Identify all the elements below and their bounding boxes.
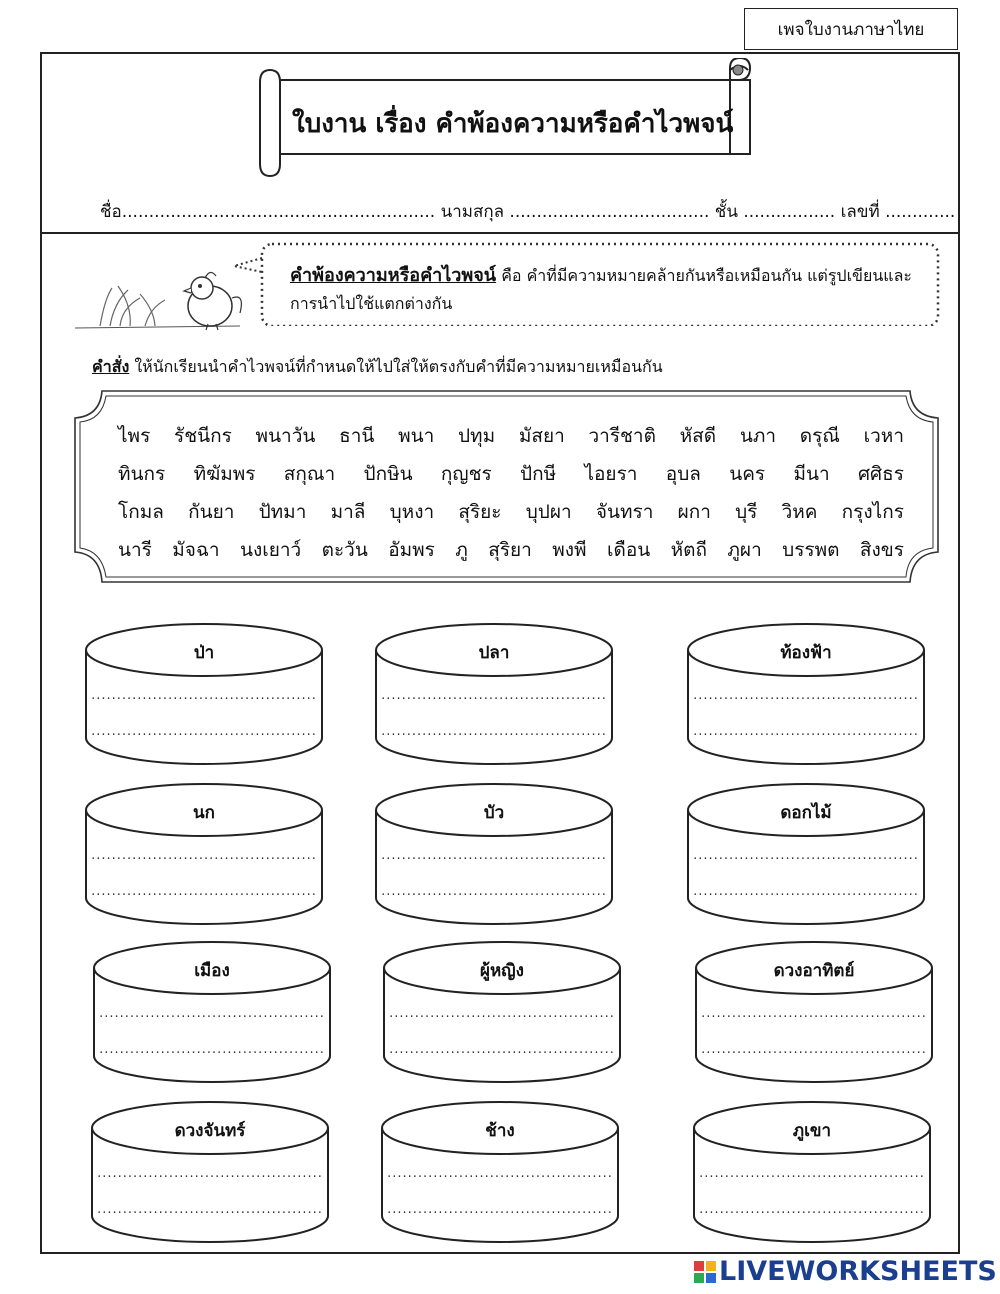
answer-blank[interactable]: ............................................ bbox=[91, 884, 317, 899]
answer-blank[interactable]: ............................................ bbox=[97, 1202, 323, 1217]
word-bank-word[interactable]: บุหงา bbox=[389, 501, 435, 523]
answer-blank[interactable]: ............................................ bbox=[387, 1202, 613, 1217]
word-bank-word[interactable]: ตะวัน bbox=[321, 539, 368, 561]
answer-blank[interactable]: ............................................ bbox=[381, 848, 607, 863]
word-bank-word[interactable]: อุบล bbox=[665, 463, 701, 485]
word-bank-word[interactable]: บุปผา bbox=[525, 501, 572, 523]
word-bank-word[interactable]: มัสยา bbox=[518, 425, 565, 447]
word-bank-word[interactable]: ศศิธร bbox=[857, 463, 904, 485]
definition-term: คำพ้องความหรือคำไวพจน์ bbox=[290, 265, 497, 286]
word-bank-word[interactable]: บุรี bbox=[735, 501, 758, 523]
word-bank-word[interactable]: เดือน bbox=[606, 539, 651, 561]
page-tag: เพจใบงานภาษาไทย bbox=[744, 8, 958, 50]
word-bank-word[interactable]: มีนา bbox=[793, 463, 830, 485]
instruction-label: คำสั่ง bbox=[92, 357, 130, 376]
word-bank-word[interactable]: สกุณา bbox=[283, 463, 336, 485]
category-label: บัว bbox=[483, 803, 505, 823]
answer-blank[interactable]: ............................................ bbox=[693, 884, 919, 899]
word-bank-word[interactable]: พนา bbox=[398, 425, 435, 447]
category-label: ผู้หญิง bbox=[480, 961, 524, 981]
answer-blank[interactable]: ............................................ bbox=[99, 1042, 325, 1057]
category-label: ภูเขา bbox=[792, 1121, 832, 1141]
word-bank-row bbox=[118, 535, 904, 565]
word-bank-word[interactable]: นภา bbox=[739, 425, 777, 447]
word-bank-word[interactable]: วารีชาติ bbox=[588, 425, 656, 447]
word-bank-word[interactable]: รัชนีกร bbox=[174, 425, 232, 447]
answer-blank[interactable]: ............................................ bbox=[99, 1006, 325, 1021]
student-info-fields[interactable]: ชื่อ.......................................................... นามสกุล ..................................... ชั้น ................. เลขที่ ............. bbox=[100, 202, 956, 222]
word-bank-word[interactable]: ธานี bbox=[339, 425, 375, 447]
answer-blank[interactable]: ............................................ bbox=[97, 1166, 323, 1181]
word-bank-word[interactable]: มัจฉา bbox=[172, 539, 220, 561]
word-bank-word[interactable]: สุริยะ bbox=[458, 501, 502, 523]
word-bank-word[interactable]: กุญชร bbox=[440, 463, 492, 485]
word-bank-word[interactable]: ปัทมา bbox=[258, 501, 307, 523]
word-bank-word[interactable]: อัมพร bbox=[388, 539, 435, 561]
answer-blank[interactable]: ............................................ bbox=[693, 688, 919, 703]
word-bank-word[interactable]: เวหา bbox=[863, 425, 904, 447]
answer-blank[interactable]: ............................................ bbox=[91, 724, 317, 739]
category-label: ดวงอาทิตย์ bbox=[773, 961, 855, 981]
answer-blank[interactable]: ............................................ bbox=[91, 688, 317, 703]
category-label: ช้าง bbox=[485, 1121, 515, 1141]
word-bank-word[interactable]: จันทรา bbox=[595, 501, 654, 523]
category-label: ท้องฟ้า bbox=[780, 643, 832, 663]
word-bank-word[interactable]: พงพี bbox=[552, 539, 587, 561]
speech-pointer-icon bbox=[232, 252, 264, 276]
word-bank-word[interactable]: ไอยรา bbox=[584, 463, 638, 485]
answer-blank[interactable]: ............................................ bbox=[389, 1006, 615, 1021]
category-label: นก bbox=[193, 803, 215, 823]
instruction-text: ให้นักเรียนนำคำไวพจน์ที่กำหนดให้ไปใส่ให้ตรงกับคำที่มีความหมายเหมือนกัน bbox=[129, 357, 663, 376]
word-bank-word[interactable]: พนาวัน bbox=[255, 425, 316, 447]
word-bank-word[interactable]: โกมล bbox=[118, 501, 164, 523]
liveworksheets-logo bbox=[694, 1256, 997, 1287]
answer-blank[interactable]: ............................................ bbox=[701, 1042, 927, 1057]
answer-blank[interactable]: ............................................ bbox=[693, 848, 919, 863]
word-bank-word[interactable]: ปักษี bbox=[520, 463, 557, 485]
answer-blank[interactable]: ............................................ bbox=[699, 1166, 925, 1181]
word-bank-word[interactable]: ภู bbox=[455, 539, 468, 561]
header-divider bbox=[40, 232, 960, 234]
word-bank-word[interactable]: หัสดี bbox=[679, 425, 717, 447]
answer-blank[interactable]: ............................................ bbox=[91, 848, 317, 863]
word-bank-word[interactable]: ผกา bbox=[677, 501, 711, 523]
word-bank-word[interactable]: ไพร bbox=[118, 425, 151, 447]
word-bank-word[interactable]: บรรพต bbox=[782, 539, 840, 561]
category-label: เมือง bbox=[194, 961, 230, 981]
word-bank-word[interactable]: มาลี bbox=[330, 501, 366, 523]
word-bank-row bbox=[118, 497, 904, 527]
word-bank-word[interactable]: ปักษิน bbox=[363, 463, 413, 485]
word-bank-word[interactable]: นคร bbox=[729, 463, 766, 485]
bird-grass-illustration-icon bbox=[70, 258, 250, 338]
answer-blank[interactable]: ............................................ bbox=[381, 688, 607, 703]
word-bank-word[interactable]: ทินกร bbox=[118, 463, 166, 485]
word-bank-word[interactable]: กันยา bbox=[188, 501, 235, 523]
word-bank-row bbox=[118, 421, 904, 451]
word-bank-word[interactable]: หัตถี bbox=[670, 539, 707, 561]
definition-text bbox=[290, 262, 930, 318]
word-bank-word[interactable]: สุริยา bbox=[488, 539, 532, 561]
word-bank-word[interactable]: ดรุณี bbox=[799, 425, 840, 447]
word-bank-word[interactable]: ปทุม bbox=[458, 425, 496, 447]
answer-blank[interactable]: ............................................ bbox=[701, 1006, 927, 1021]
word-bank-word[interactable]: สิงขร bbox=[859, 539, 904, 561]
word-bank-word[interactable]: วิหค bbox=[781, 501, 818, 523]
category-label: ดอกไม้ bbox=[780, 803, 832, 823]
instruction bbox=[92, 355, 952, 380]
category-label: ป่า bbox=[193, 643, 215, 663]
answer-blank[interactable]: ............................................ bbox=[699, 1202, 925, 1217]
answer-blank[interactable]: ............................................ bbox=[387, 1166, 613, 1181]
page-title: ใบงาน เรื่อง คำพ้องความหรือคำไวพจน์ bbox=[292, 109, 734, 139]
word-bank-word[interactable]: ภูผา bbox=[727, 539, 762, 561]
answer-blank[interactable]: ............................................ bbox=[389, 1042, 615, 1057]
word-bank-row bbox=[118, 459, 904, 489]
word-bank-word[interactable]: นงเยาว์ bbox=[239, 539, 302, 561]
word-bank-word[interactable]: นารี bbox=[118, 539, 152, 561]
answer-blank[interactable]: ............................................ bbox=[381, 724, 607, 739]
answer-blank[interactable]: ............................................ bbox=[381, 884, 607, 899]
answer-blank[interactable]: ............................................ bbox=[693, 724, 919, 739]
word-bank-word[interactable]: ทิฆัมพร bbox=[193, 463, 256, 485]
category-label: ดวงจันทร์ bbox=[174, 1121, 246, 1141]
definition-body: คือ คำที่มีความหมายคล้ายกันหรือเหมือนกัน แต่รูปเขียนและการนำไปใช้แตกต่างกัน bbox=[290, 266, 912, 313]
category-label: ปลา bbox=[478, 643, 510, 663]
liveworksheets-wordmark: LIVEWORKSHEETS bbox=[719, 1256, 997, 1287]
liveworksheets-mark-icon bbox=[694, 1261, 716, 1283]
word-bank-word[interactable]: กรุงไกร bbox=[841, 501, 904, 523]
